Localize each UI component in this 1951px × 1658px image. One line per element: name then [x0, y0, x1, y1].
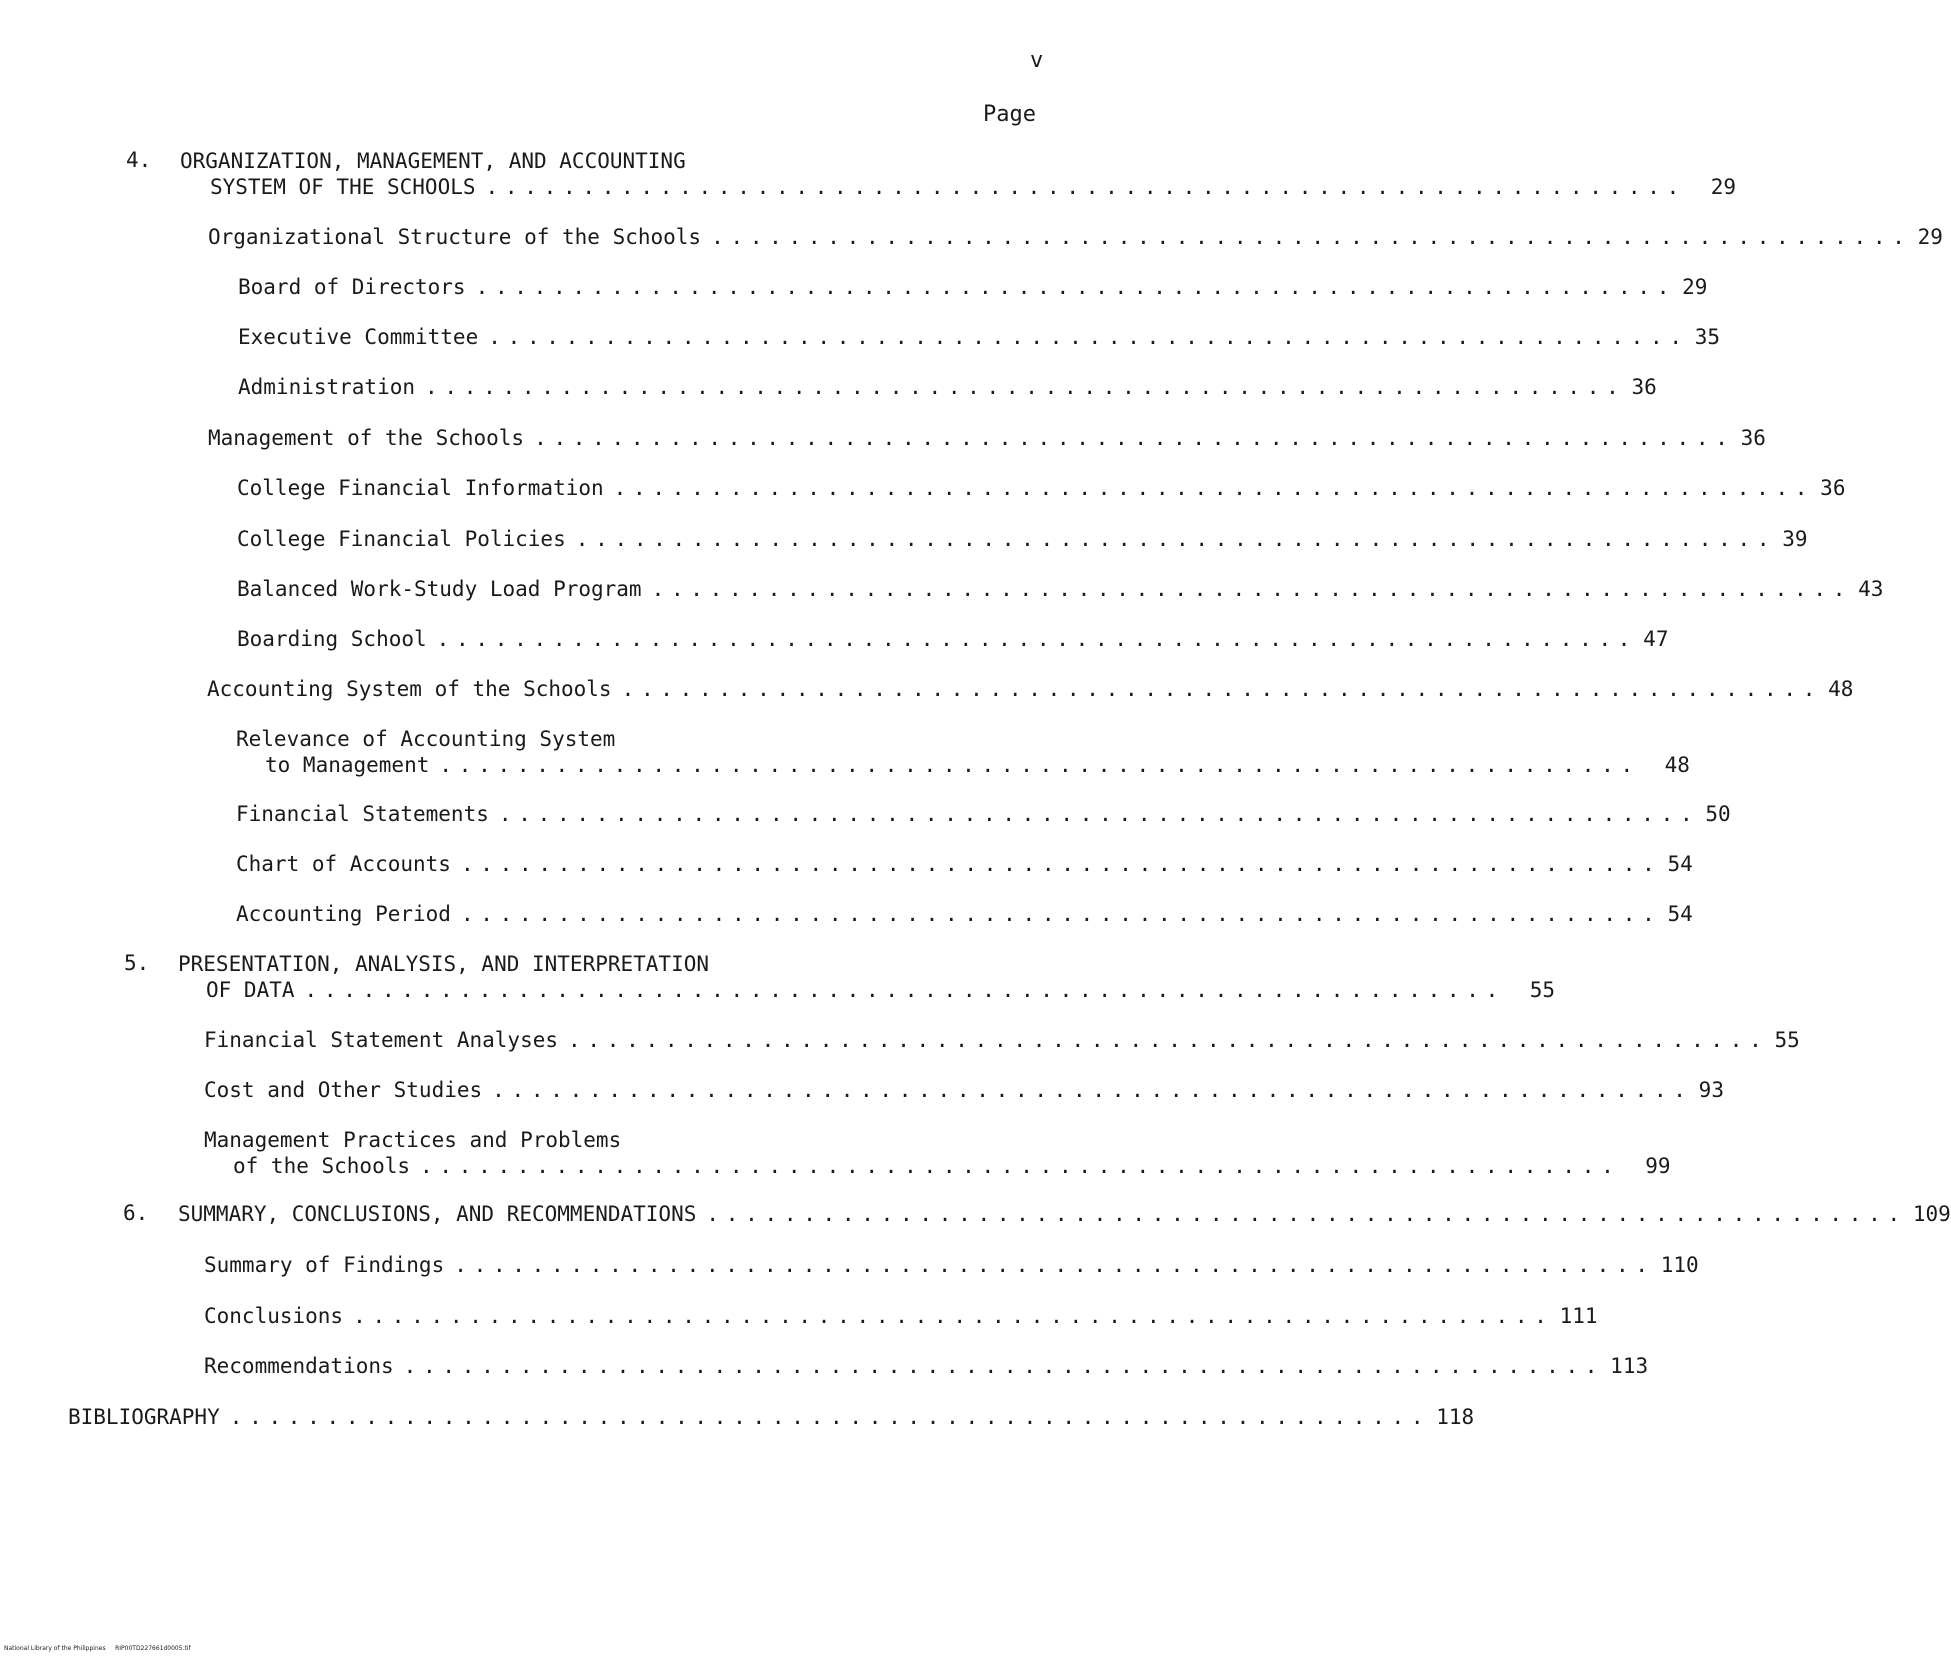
- toc-entry-title-line: Relevance of Accounting System: [236, 727, 616, 751]
- dot-leader: ..............................................................: [439, 753, 1640, 777]
- toc-entry: [204, 1127, 1671, 1179]
- toc-entry-page: 93: [1698, 1078, 1724, 1102]
- toc-entry-page: 29: [1682, 275, 1708, 299]
- toc-entry: [237, 576, 1884, 602]
- toc-entry: [208, 425, 1766, 451]
- toc-entry-title: SUMMARY, CONCLUSIONS, AND RECOMMENDATIONS: [178, 1202, 697, 1226]
- toc-entry-page: 29: [1710, 175, 1737, 199]
- dot-leader: ..............................................................: [475, 275, 1677, 299]
- toc-entry-page: 36: [1740, 426, 1766, 450]
- dot-leader: ..............................................................: [568, 1028, 1769, 1052]
- toc-entry: [237, 475, 1846, 501]
- toc-entry: [204, 1252, 1699, 1278]
- toc-entry: [236, 726, 1690, 778]
- toc-entry-title: College Financial Information: [237, 476, 604, 500]
- toc-entry-page: 109: [1912, 1202, 1951, 1226]
- toc-entry-title-line: Management Practices and Problems: [204, 1128, 622, 1152]
- toc-entry-title: Organizational Structure of the Schools: [208, 225, 702, 249]
- dot-leader: ..............................................................: [425, 375, 1626, 399]
- dot-leader: ..............................................................: [575, 527, 1777, 551]
- scan-footer: National Library of the Philippines RIP00TD227661d0005.tif: [4, 1645, 191, 1652]
- toc-entry: [68, 1404, 1475, 1430]
- dot-leader: ..............................................................: [460, 902, 1662, 926]
- toc-entry-page: 54: [1667, 852, 1693, 876]
- toc-entry-page: 50: [1705, 802, 1731, 826]
- toc-entry-title: Board of Directors: [238, 275, 466, 299]
- toc-entry-title: Accounting System of the Schools: [207, 677, 612, 701]
- toc-entry-title: College Financial Policies: [237, 527, 566, 551]
- dot-leader: ..............................................................: [651, 577, 1853, 601]
- toc-entry-page: 110: [1660, 1253, 1699, 1277]
- chapter-number: 4.: [126, 148, 152, 172]
- toc-entry-title: Administration: [238, 375, 416, 399]
- dot-leader: ..............................................................: [498, 802, 1700, 826]
- toc-entry-page: 43: [1858, 577, 1884, 601]
- dot-leader: ..............................................................: [420, 1154, 1621, 1178]
- toc-entry-title-line: PRESENTATION, ANALYSIS, AND INTERPRETATION: [178, 952, 710, 976]
- toc-entry-title: SYSTEM OF THE SCHOOLS: [210, 175, 476, 199]
- toc-entry-title: Summary of Findings: [204, 1253, 445, 1277]
- page-column-heading: Page: [983, 102, 1036, 127]
- toc-entry: [238, 374, 1657, 400]
- toc-entry-title: Boarding School: [237, 627, 427, 651]
- toc-entry-page: 99: [1645, 1154, 1671, 1178]
- dot-leader: ..............................................................: [488, 325, 1689, 349]
- toc-entry-title: Executive Committee: [238, 325, 479, 349]
- toc-entry-page: 118: [1436, 1405, 1475, 1429]
- toc-entry-page: 48: [1828, 677, 1854, 701]
- dot-leader: ..............................................................: [613, 476, 1815, 500]
- toc-entry-title: Chart of Accounts: [236, 852, 451, 876]
- dot-leader: ..............................................................: [534, 426, 1735, 450]
- toc-entry-page: 36: [1631, 375, 1657, 399]
- toc-entry-page: 111: [1559, 1304, 1598, 1328]
- toc-entry-page: 54: [1667, 902, 1693, 926]
- toc-entry-page: 35: [1694, 325, 1721, 349]
- chapter-number: 6.: [123, 1201, 149, 1225]
- dot-leader: ..............................................................: [460, 852, 1662, 876]
- dot-leader: ..............................................................: [485, 175, 1687, 199]
- toc-entry-page: 36: [1820, 476, 1846, 500]
- chapter-number: 5.: [124, 951, 150, 975]
- toc-entry-title: Accounting Period: [236, 902, 451, 926]
- toc-entry-page: 48: [1664, 753, 1690, 777]
- dot-leader: ..............................................................: [492, 1078, 1693, 1102]
- toc-entry-title: Recommendations: [204, 1354, 394, 1378]
- toc-entry: [238, 324, 1721, 350]
- toc-entry: [126, 148, 1737, 200]
- toc-entry-page: 29: [1917, 225, 1943, 249]
- toc-entry-title: to Management: [265, 753, 430, 777]
- toc-entry: [204, 1303, 1598, 1329]
- toc-entry: [238, 274, 1708, 300]
- toc-entry-title: Balanced Work-Study Load Program: [237, 577, 642, 601]
- dot-leader: ..............................................................: [229, 1405, 1431, 1429]
- toc-entry: [204, 1027, 1800, 1053]
- toc-entry-title: Conclusions: [204, 1304, 344, 1328]
- dot-leader: ..............................................................: [706, 1202, 1907, 1226]
- toc-entry: [236, 801, 1731, 827]
- toc-entry-title: Management of the Schools: [208, 426, 525, 450]
- toc-entry-title: Financial Statements: [236, 802, 489, 826]
- toc-entry-page: 55: [1774, 1028, 1800, 1052]
- toc-entry: [236, 851, 1693, 877]
- toc-entry: [124, 951, 1556, 1003]
- toc-entry: [204, 1353, 1649, 1379]
- dot-leader: ..............................................................: [353, 1304, 1554, 1328]
- dot-leader: ..............................................................: [436, 627, 1638, 651]
- toc-entry: [204, 1077, 1724, 1103]
- toc-entry: [237, 526, 1808, 552]
- toc-entry: [208, 224, 1943, 250]
- toc-entry: [207, 676, 1854, 702]
- toc-entry: [237, 626, 1669, 652]
- toc-entry-page: 47: [1643, 627, 1669, 651]
- toc-entry-page: 113: [1610, 1354, 1649, 1378]
- dot-leader: ..............................................................: [304, 978, 1506, 1002]
- dot-leader: ..............................................................: [403, 1354, 1605, 1378]
- toc-entry-page: 39: [1782, 527, 1808, 551]
- toc-entry-title: BIBLIOGRAPHY: [68, 1405, 220, 1429]
- dot-leader: ..............................................................: [454, 1253, 1655, 1277]
- toc-entry: [236, 901, 1693, 927]
- toc-entry-title: Financial Statement Analyses: [204, 1028, 559, 1052]
- toc-entry-title: Cost and Other Studies: [204, 1078, 483, 1102]
- toc-entry-title-line: ORGANIZATION, MANAGEMENT, AND ACCOUNTING: [180, 149, 686, 173]
- page-number: v: [1030, 48, 1044, 73]
- dot-leader: ..............................................................: [711, 225, 1912, 249]
- toc-entry-page: 55: [1529, 978, 1556, 1002]
- dot-leader: ..............................................................: [621, 677, 1823, 701]
- toc-entry-title: OF DATA: [206, 978, 295, 1002]
- toc-entry: [123, 1201, 1951, 1227]
- toc-entry-title: of the Schools: [233, 1154, 411, 1178]
